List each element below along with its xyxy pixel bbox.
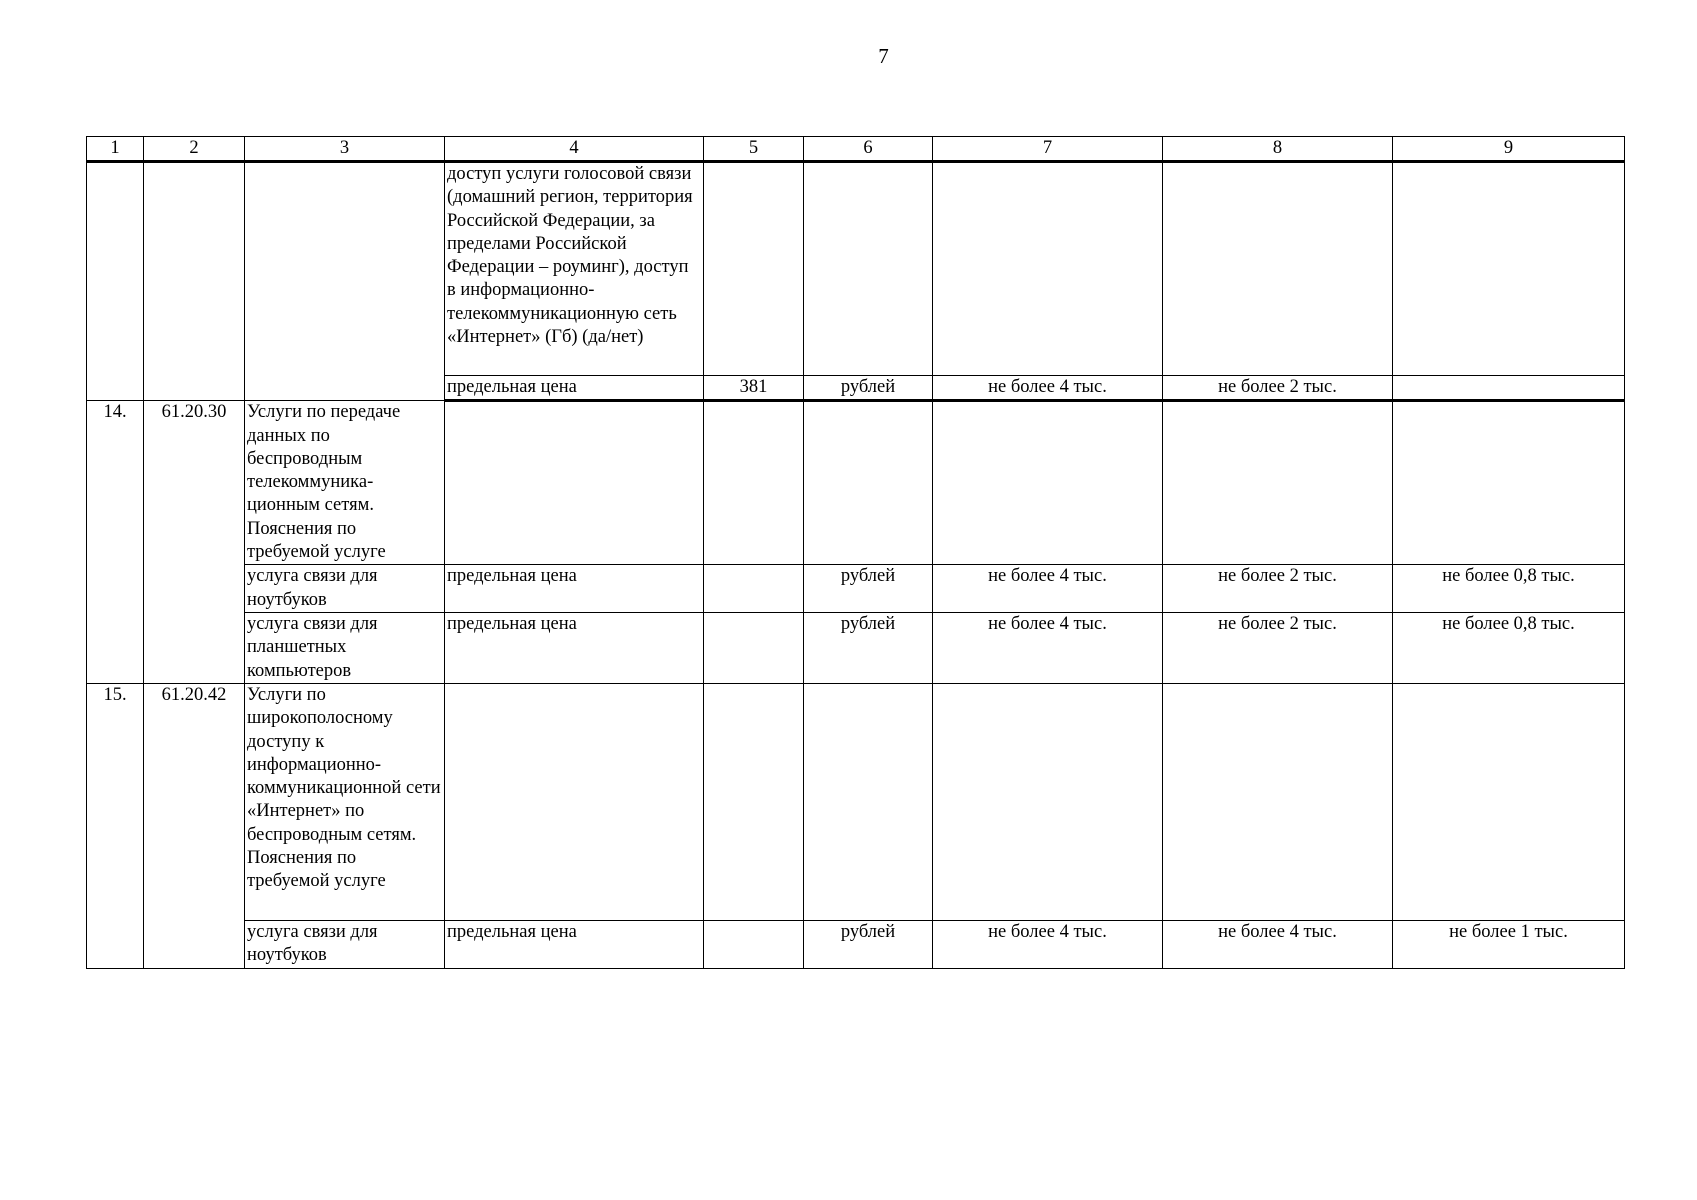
table-header-row: [87, 137, 1625, 162]
requirements-table: [86, 136, 1625, 969]
table-row: [87, 401, 1625, 565]
unit-name-cell: рублей: [804, 565, 933, 613]
characteristic-cell: предельная цена: [445, 376, 704, 401]
characteristic-cell: [445, 683, 704, 920]
unit-code-cell: [704, 920, 804, 968]
unit-name-cell: рублей: [804, 612, 933, 683]
unit-name-cell: рублей: [804, 920, 933, 968]
value-cell-8: [1163, 401, 1393, 565]
column-header: 3: [245, 137, 445, 162]
value-cell-8: не более 2 тыс.: [1163, 565, 1393, 613]
item-number-cell: [87, 162, 144, 401]
value-cell-9: не более 0,8 тыс.: [1393, 565, 1625, 613]
value-cell-7: не более 4 тыс.: [933, 612, 1163, 683]
unit-code-cell: [704, 612, 804, 683]
column-header: 8: [1163, 137, 1393, 162]
unit-code-cell: 381: [704, 376, 804, 401]
value-cell-9: [1393, 162, 1625, 376]
value-cell-7: [933, 162, 1163, 376]
item-name-cell: Услуги по передаче данных по беспроводным телекоммуника-ционным сетям. Пояснения по требуемой услуге: [245, 401, 445, 565]
page-number: 7: [878, 44, 889, 68]
table-row: [87, 162, 1625, 376]
value-cell-8: не более 2 тыс.: [1163, 376, 1393, 401]
item-number-cell: 15.: [87, 683, 144, 968]
column-header: 9: [1393, 137, 1625, 162]
value-cell-7: [933, 683, 1163, 920]
sub-item-name-cell: услуга связи для планшетных компьютеров: [245, 612, 445, 683]
value-cell-7: [933, 401, 1163, 565]
okpd-code-cell: 61.20.30: [144, 401, 245, 684]
value-cell-7: не более 4 тыс.: [933, 920, 1163, 968]
column-header: 2: [144, 137, 245, 162]
unit-code-cell: [704, 401, 804, 565]
value-cell-8: не более 2 тыс.: [1163, 612, 1393, 683]
value-cell-8: [1163, 683, 1393, 920]
table-row: [87, 565, 1625, 613]
unit-code-cell: [704, 683, 804, 920]
column-header: 5: [704, 137, 804, 162]
value-cell-9: [1393, 376, 1625, 401]
unit-code-cell: [704, 162, 804, 376]
item-number-cell: 14.: [87, 401, 144, 684]
unit-name-cell: [804, 162, 933, 376]
column-header: 6: [804, 137, 933, 162]
okpd-code-cell: 61.20.42: [144, 683, 245, 968]
value-cell-9: [1393, 683, 1625, 920]
characteristic-cell: предельная цена: [445, 920, 704, 968]
unit-code-cell: [704, 565, 804, 613]
sub-item-name-cell: услуга связи для ноутбуков: [245, 565, 445, 613]
okpd-code-cell: [144, 162, 245, 401]
value-cell-8: [1163, 162, 1393, 376]
sub-item-name-cell: услуга связи для ноутбуков: [245, 920, 445, 968]
value-cell-9: [1393, 401, 1625, 565]
characteristic-cell: доступ услуги голосовой связи (домашний регион, территория Российской Федерации, за пределами Российской Федерации – роуминг), доступ в информационно-телекоммуникационную сеть «Интернет» (Гб) (да/нет): [445, 162, 704, 376]
item-name-cell: Услуги по широкополосному доступу к информационно-коммуникационной сети «Интернет» по беспроводным сетям. Пояснения по требуемой услуге: [245, 683, 445, 920]
characteristic-cell: предельная цена: [445, 612, 704, 683]
characteristic-cell: предельная цена: [445, 565, 704, 613]
value-cell-7: не более 4 тыс.: [933, 565, 1163, 613]
value-cell-9: не более 1 тыс.: [1393, 920, 1625, 968]
table-row: [87, 683, 1625, 920]
column-header: 4: [445, 137, 704, 162]
table-row: [87, 920, 1625, 968]
unit-name-cell: [804, 683, 933, 920]
column-header: 1: [87, 137, 144, 162]
value-cell-8: не более 4 тыс.: [1163, 920, 1393, 968]
unit-name-cell: [804, 401, 933, 565]
column-header: 7: [933, 137, 1163, 162]
item-name-cell: [245, 162, 445, 401]
table-row: [87, 612, 1625, 683]
unit-name-cell: рублей: [804, 376, 933, 401]
value-cell-9: не более 0,8 тыс.: [1393, 612, 1625, 683]
characteristic-cell: [445, 401, 704, 565]
value-cell-7: не более 4 тыс.: [933, 376, 1163, 401]
